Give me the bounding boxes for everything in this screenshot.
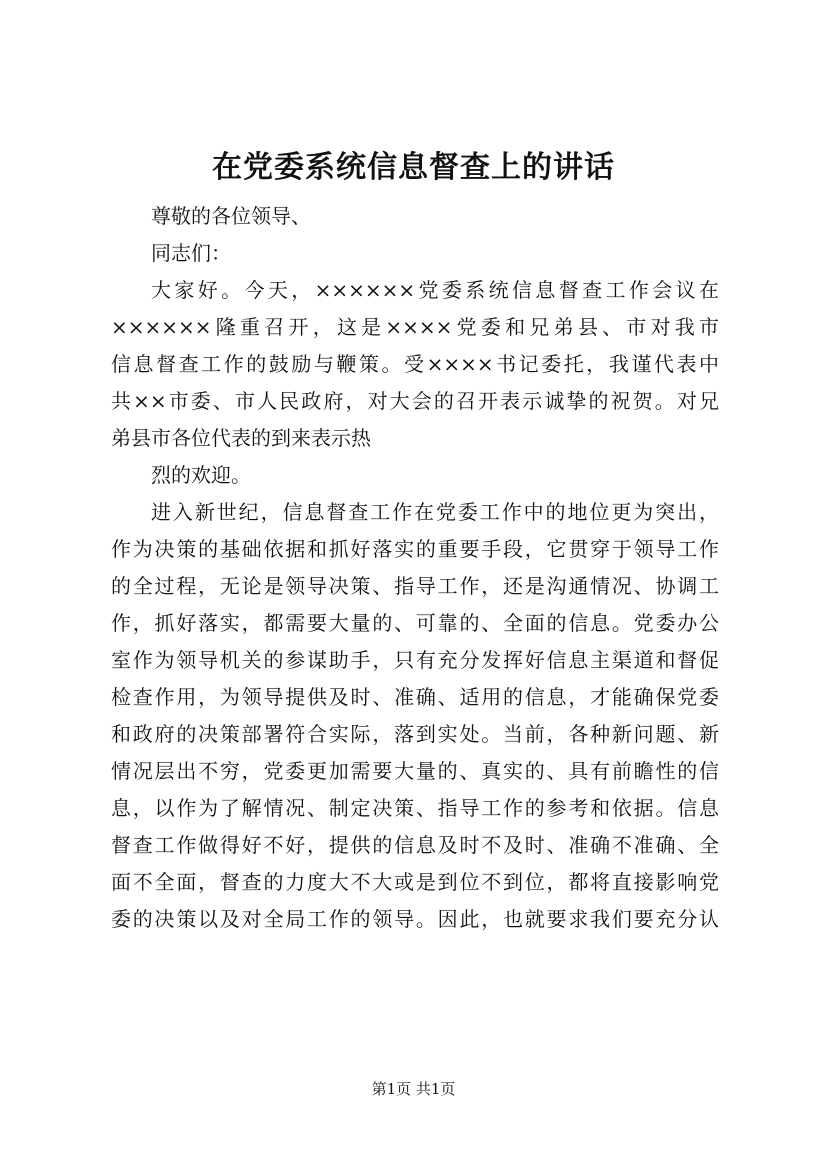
- paragraph-1-line-1: 大家好。今天，××××××党委系统信息督查工作会议在: [151, 278, 719, 302]
- paragraph-3-line-6: 检查作用，为领导提供及时、准确、适用的信息，才能确保党委: [111, 685, 719, 709]
- paragraph-3-line-3: 的全过程，无论是领导决策、指导工作，还是沟通情况、协调工: [111, 574, 719, 598]
- paragraph-3-line-2: 作为决策的基础依据和抓好落实的重要手段，它贯穿于领导工作: [111, 537, 719, 561]
- paragraph-3-line-8: 情况层出不穷，党委更加需要大量的、真实的、具有前瞻性的信: [111, 759, 719, 783]
- paragraph-3-line-12: 委的决策以及对全局工作的领导。因此，也就要求我们要充分认: [111, 907, 719, 931]
- salutation-line-2: 同志们：: [151, 241, 231, 265]
- paragraph-3-line-4: 作，抓好落实，都需要大量的、可靠的、全面的信息。党委办公: [111, 611, 719, 635]
- salutation-line-1: 尊敬的各位领导、: [151, 204, 311, 228]
- paragraph-3-line-11: 面不全面，督查的力度大不大或是到位不到位，都将直接影响党: [111, 870, 719, 894]
- paragraph-2-line-1: 烈的欢迎。: [151, 463, 251, 487]
- page-footer: 第1页 共1页: [371, 1080, 456, 1098]
- paragraph-3-line-5: 室作为领导机关的参谋助手，只有充分发挥好信息主渠道和督促: [111, 648, 719, 672]
- paragraph-1-line-3: 信息督查工作的鼓励与鞭策。受××××书记委托，我谨代表中: [111, 352, 719, 376]
- document-title: 在党委系统信息督查上的讲话: [212, 150, 615, 185]
- paragraph-3-line-9: 息，以作为了解情况、制定决策、指导工作的参考和依据。信息: [111, 796, 719, 820]
- document-body: [111, 198, 719, 938]
- paragraph-3-line-10: 督查工作做得好不好，提供的信息及时不及时、准确不准确、全: [111, 833, 719, 857]
- paragraph-1-line-2: ××××××隆重召开，这是××××党委和兄弟县、市对我市: [111, 315, 719, 339]
- paragraph-1-line-4: 共××市委、市人民政府，对大会的召开表示诚挚的祝贺。对兄: [111, 389, 719, 413]
- paragraph-3-line-7: 和政府的决策部署符合实际，落到实处。当前，各种新问题、新: [111, 722, 719, 746]
- paragraph-3-line-1: 进入新世纪，信息督查工作在党委工作中的地位更为突出，: [151, 500, 719, 524]
- paragraph-1-line-5: 弟县市各位代表的到来表示热: [111, 426, 371, 450]
